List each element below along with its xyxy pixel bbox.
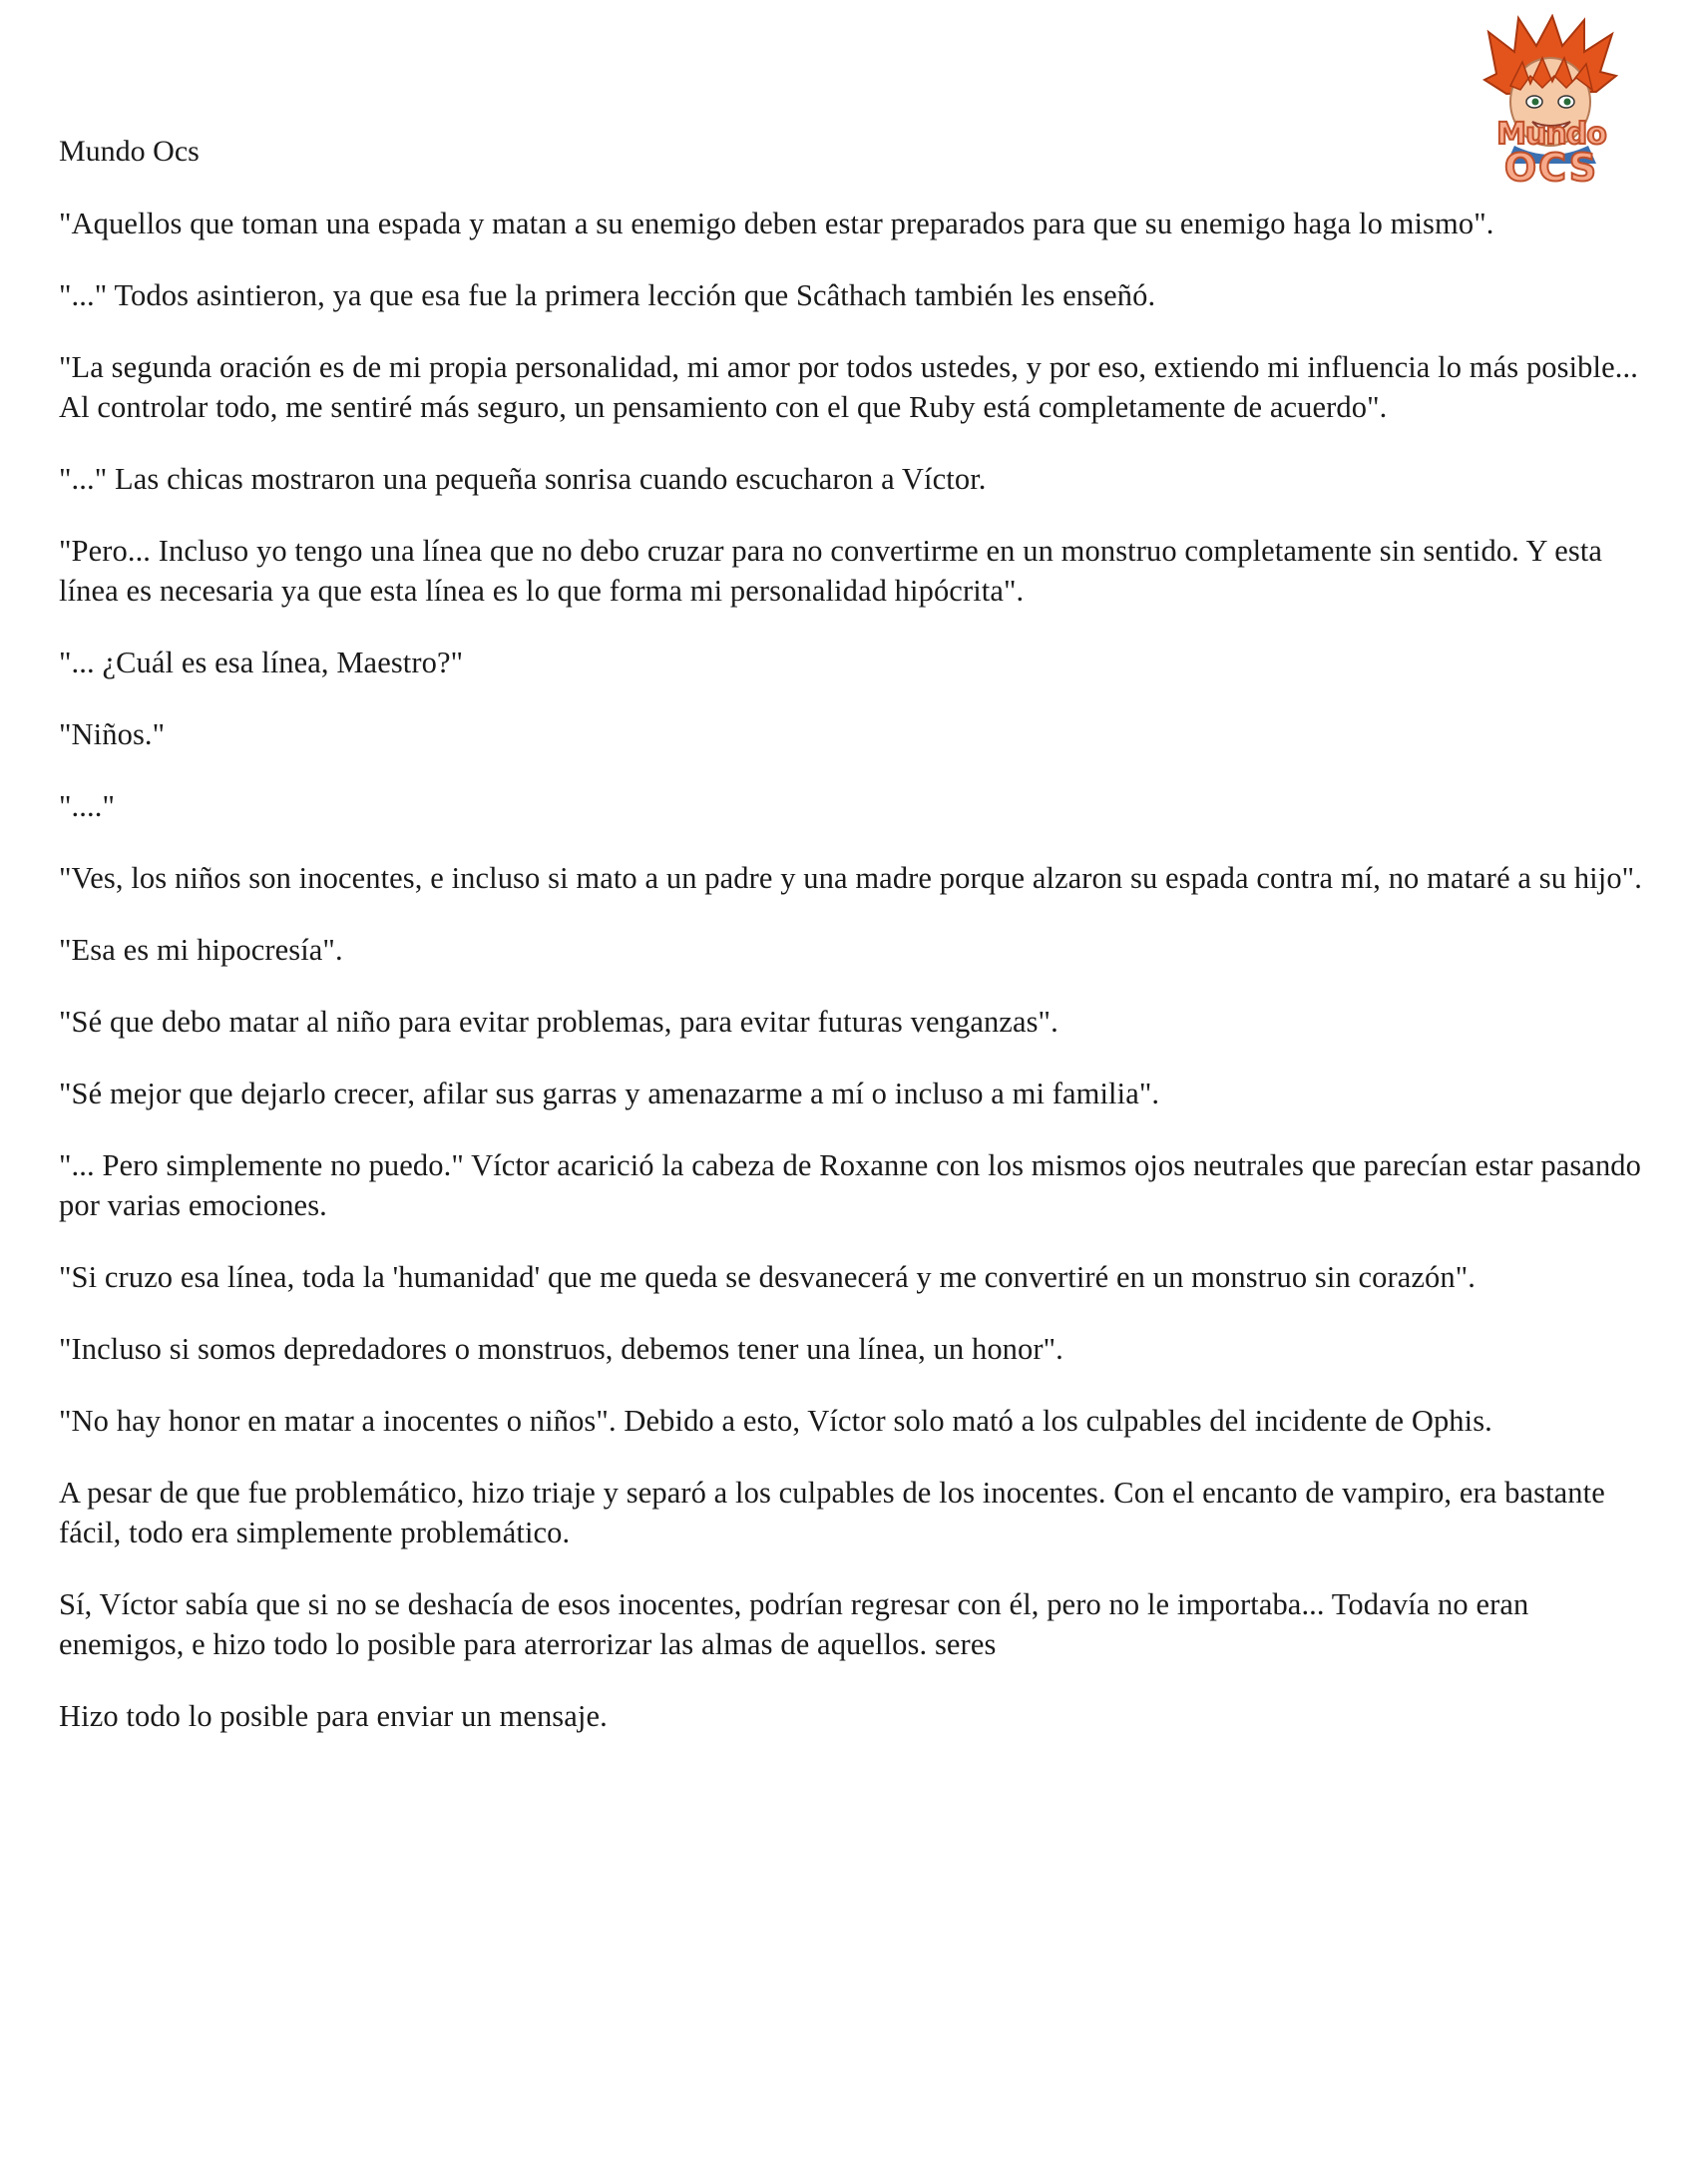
paragraph: "Incluso si somos depredadores o monstruos, debemos tener una línea, un honor". (59, 1332, 1063, 1366)
paragraph: "Sé que debo matar al niño para evitar problemas, para evitar futuras venganzas". (59, 1005, 1058, 1039)
paragraph: "La segunda oración es de mi propia personalidad, mi amor por todos ustedes, y por eso, extiendo mi influencia lo más posible... Al controlar todo, me sentiré más seguro, un pensamiento con el que Ruby está completamente de acuerdo". (59, 350, 1638, 424)
paragraph: "No hay honor en matar a inocentes o niños". Debido a esto, Víctor solo mató a los culpables del incidente de Ophis. (59, 1404, 1492, 1438)
logo-text-line2: OCS (1503, 146, 1599, 190)
paragraph: "..." Las chicas mostraron una pequeña sonrisa cuando escucharon a Víctor. (59, 462, 987, 496)
paragraph: "Aquellos que toman una espada y matan a su enemigo deben estar preparados para que su enemigo haga lo mismo". (59, 207, 1494, 240)
paragraph: "Niños." (59, 717, 166, 751)
paragraph: "Sé mejor que dejarlo crecer, afilar sus garras y amenazarme a mí o incluso a mi familia". (59, 1077, 1160, 1110)
paragraph: Sí, Víctor sabía que si no se deshacía de esos inocentes, podrían regresar con él, pero no le importaba... Todavía no eran enemigos, e hizo todo lo posible para aterrorizar las almas de aquellos. seres (59, 1587, 1529, 1661)
paragraph: "... Pero simplemente no puedo." Víctor acarició la cabeza de Roxanne con los mismos ojos neutrales que parecían estar pasando por varias emociones. (59, 1148, 1641, 1222)
paragraph: "Si cruzo esa línea, toda la 'humanidad' que me queda se desvanecerá y me convertiré en un monstruo sin corazón". (59, 1260, 1477, 1294)
paragraph: "Pero... Incluso yo tengo una línea que no debo cruzar para no convertirme en un monstruo completamente sin sentido. Y esta línea es necesaria ya que esta línea es lo que forma mi personalidad hipócrita". (59, 534, 1603, 608)
paragraph: Hizo todo lo posible para enviar un mensaje. (59, 1699, 608, 1733)
paragraph: "Ves, los niños son inocentes, e incluso si mato a un padre y una madre porque alzaron su espada contra mí, no mataré a su hijo". (59, 861, 1642, 895)
paragraph: A pesar de que fue problemático, hizo triaje y separó a los culpables de los inocentes. Con el encanto de vampiro, era bastante fácil, todo era simplemente problemático. (59, 1476, 1605, 1549)
paragraph: "..." Todos asintieron, ya que esa fue la primera lección que Scâthach también les enseñó. (59, 278, 1156, 312)
logo-text-line1: Mundo (1496, 117, 1606, 152)
paragraph: "...." (59, 789, 116, 823)
page-title: Mundo Ocs (59, 135, 200, 168)
paragraph: "... ¿Cuál es esa línea, Maestro?" (59, 646, 464, 679)
document-body (59, 132, 1655, 1768)
paragraph: "Esa es mi hipocresía". (59, 933, 343, 967)
